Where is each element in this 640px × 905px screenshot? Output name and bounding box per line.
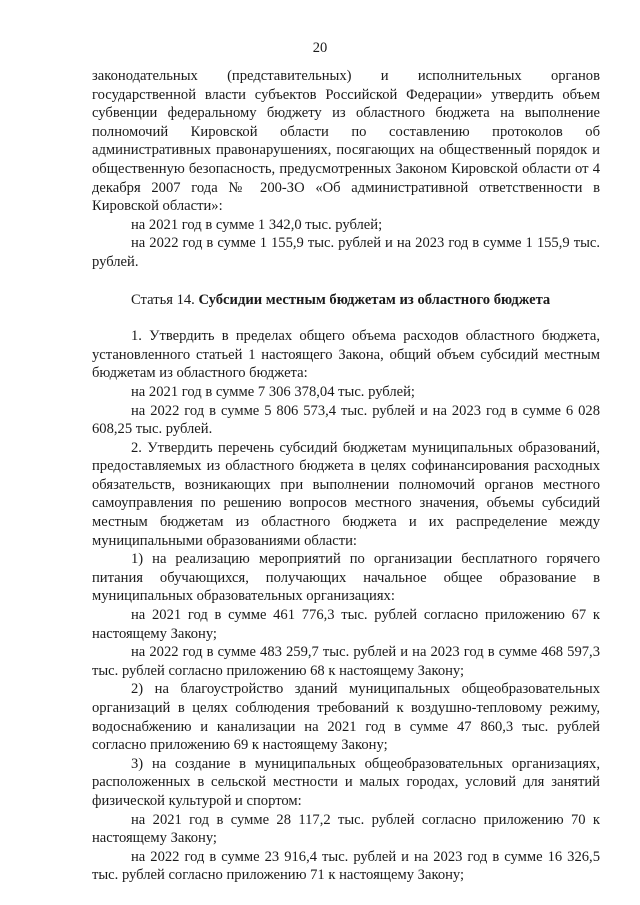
document-body (92, 67, 600, 885)
paragraph: 1. Утвердить в пределах общего объема расходов областного бюджета, установленного статьей 1 настоящего Закона, общий объем субсидий местным бюджетам из областного бюджета: (92, 328, 600, 382)
paragraph: на 2022 год в сумме 5 806 573,4 тыс. рублей и на 2023 год в сумме 6 028 608,25 тыс. рублей. (92, 402, 600, 438)
paragraph: на 2021 год в сумме 1 342,0 тыс. рублей; (131, 216, 383, 233)
paragraph: на 2021 год в сумме 7 306 378,04 тыс. рублей; (131, 383, 415, 400)
paragraph: на 2022 год в сумме 1 155,9 тыс. рублей и на 2023 год в сумме 1 155,9 тыс. рублей. (92, 235, 600, 270)
article-prefix: Статья 14. (131, 291, 199, 308)
paragraph: 3) на создание в муниципальных общеобразовательных организациях, расположенных в сельской местности и малых городах, условий для занятий физической культурой и спортом: (92, 755, 600, 809)
paragraph: на 2021 год в сумме 28 117,2 тыс. рублей согласно приложению 70 к настоящему Закону; (92, 811, 600, 847)
paragraph: законодательных (представительных) и исполнительных органов государственной власти субъектов Российской Федерации» утвердить объем субвенции федеральному бюджету из областного бюджета на выполнение полномочий Кировской области по составлению протоколов об административных правонарушениях, посягающих на общественный порядок и общественную безопасность, предусмотренных Законом Кировской области от 4 декабря 2007 года № 200-ЗО «Об административной ответственности в Кировской области»: (92, 68, 600, 215)
paragraph: на 2022 год в сумме 23 916,4 тыс. рублей и на 2023 год в сумме 16 326,5 тыс. рублей согласно приложению 71 к настоящему Закону; (92, 848, 600, 884)
paragraph: на 2021 год в сумме 461 776,3 тыс. рублей согласно приложению 67 к настоящему Закону; (92, 607, 600, 642)
spacer (92, 309, 600, 327)
paragraph: на 2022 год в сумме 483 259,7 тыс. рублей и на 2023 год в сумме 468 597,3 тыс. рублей согласно приложению 68 к настоящему Закону; (92, 644, 600, 679)
article-heading (92, 291, 600, 310)
paragraph: 2) на благоустройство зданий муниципальных общеобразовательных организаций в целях соблюдения требований к воздушно-тепловому режиму, водоснабжению и канализации на 2021 год в сумме 47 860,3 тыс. рублей согласно приложению 69 к настоящему Закону; (92, 681, 600, 754)
spacer (92, 272, 600, 291)
article-title: Субсидии местным бюджетам из областного бюджета (198, 291, 551, 308)
paragraph: 1) на реализацию мероприятий по организации бесплатного горячего питания обучающихся, получающих начальное общее образование в муниципальных образовательных организациях: (92, 551, 600, 605)
page-number: 20 (312, 40, 328, 56)
paragraph: 2. Утвердить перечень субсидий бюджетам муниципальных образований, предоставляемых из областного бюджета в целях софинансирования расходных обязательств, возникающих при выполнении полномочий органов местного самоуправления по решению вопросов местного значения, объемы субсидий местным бюджетам из областного бюджета и их распределение между муниципальными образованиями области: (92, 439, 600, 549)
